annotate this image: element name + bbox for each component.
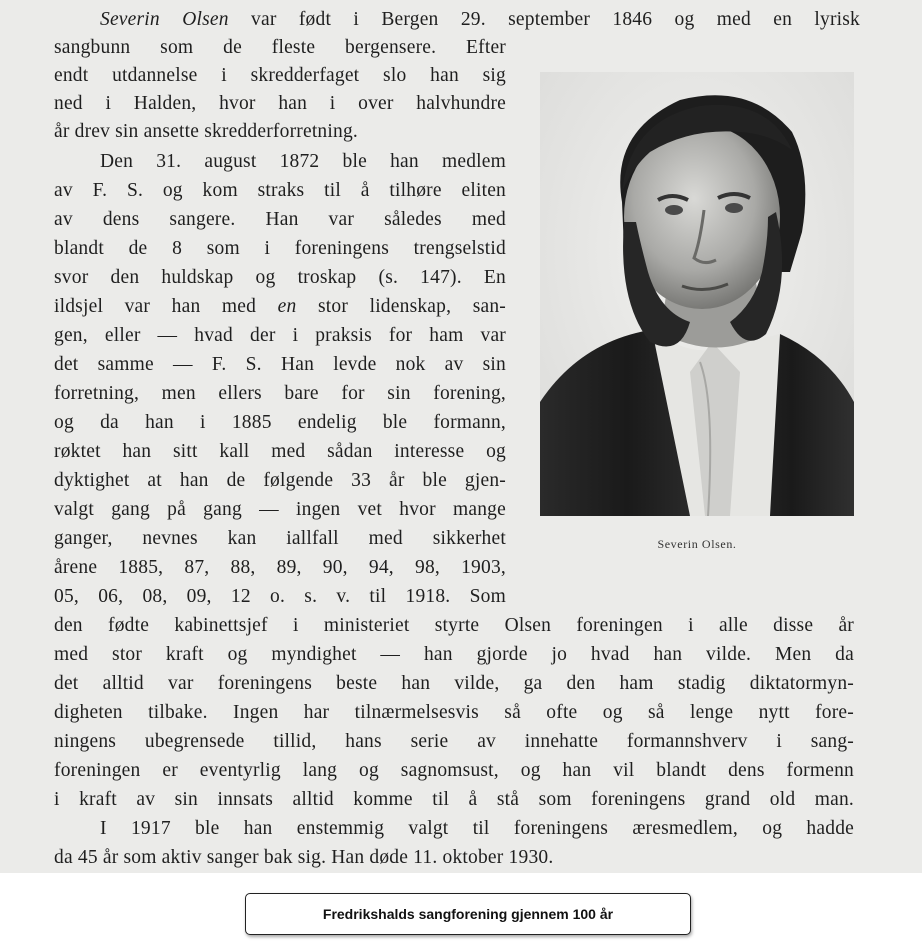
- text-line-p2-6: [54, 293, 506, 321]
- name-italic: Severin Olsen: [100, 9, 229, 30]
- footer-title: Fredrikshalds sangforening gjennem 100 år: [322, 906, 614, 922]
- footer-title-box: [245, 893, 691, 935]
- text-line-p2-10: og da han i 1885 endelig ble formann,: [54, 412, 506, 433]
- text-line-p1-2: sangbunn som de fleste bergensere. Efter: [54, 37, 506, 58]
- text-line-p2-6-a: ildsjel var han med: [54, 296, 278, 317]
- text-line-p2-16: 05, 06, 08, 09, 12 o. s. v. til 1918. Som: [54, 586, 506, 607]
- text-line-p2-18: med stor kraft og myndighet — han gjorde jo hvad han vilde. Men da: [54, 644, 854, 665]
- portrait-photo: [540, 72, 854, 516]
- text-line-p1-4: ned i Halden, hvor han i over halvhundre: [54, 93, 506, 114]
- text-line-p2-8: det samme — F. S. Han levde nok av sin: [54, 354, 506, 375]
- photo-caption: Severin Olsen.: [657, 537, 737, 551]
- text-line-p3-1: I 1917 ble han enstemmig valgt til foreningens æresmedlem, og hadde: [100, 818, 854, 839]
- text-line-p2-19: det alltid var foreningens beste han vilde, ga den ham stadig diktatormyn-: [54, 673, 854, 694]
- text-line-p2-11: røktet han sitt kall med sådan interesse og: [54, 441, 506, 462]
- text-line-p2-3: av dens sangere. Han var således med: [54, 209, 506, 230]
- text-line-p2-23: i kraft av sin innsats alltid komme til å stå som foreningens grand old man.: [54, 789, 854, 810]
- text-line-p2-2: av F. S. og kom straks til å tilhøre eliten: [54, 180, 506, 201]
- text-line-p2-6-b: stor lidenskap, san-: [296, 296, 507, 317]
- text-line-p2-20: digheten tilbake. Ingen har tilnærmelsesvis så ofte og så lenge nytt fore-: [54, 702, 854, 723]
- text-line-p2-15: årene 1885, 87, 88, 89, 90, 94, 98, 1903,: [54, 557, 506, 578]
- text-line-p1-1-rest: var født i Bergen 29. september 1846 og med en lyrisk: [228, 9, 860, 30]
- italic-en: en: [277, 296, 297, 317]
- text-line-p1-1: [100, 6, 860, 34]
- text-line-p3-2: da 45 år som aktiv sanger bak sig. Han døde 11. oktober 1930.: [54, 847, 554, 868]
- text-line-p2-22: foreningen er eventyrlig lang og sagnomsust, og han vil blandt dens formenn: [54, 760, 854, 781]
- portrait-photo-icon: [540, 72, 854, 516]
- text-line-p2-13: valgt gang på gang — ingen vet hvor mange: [54, 499, 506, 520]
- text-line-p2-5: svor den huldskap og troskap (s. 147). En: [54, 267, 506, 288]
- text-line-p1-3: endt utdannelse i skredderfaget slo han sig: [54, 65, 506, 86]
- text-line-p2-9: forretning, men ellers bare for sin forening,: [54, 383, 506, 404]
- text-line-p2-12: dyktighet at han de følgende 33 år ble gjen-: [54, 470, 506, 491]
- text-line-p2-17: den fødte kabinettsjef i ministeriet styrte Olsen foreningen i alle disse år: [54, 615, 854, 636]
- text-line-p2-1: Den 31. august 1872 ble han medlem: [100, 151, 506, 172]
- text-line-p1-5: år drev sin ansette skredderforretning.: [54, 121, 358, 142]
- text-line-p2-21: ningens ubegrensede tillid, hans serie av innehatte formannshverv i sang-: [54, 731, 854, 752]
- text-line-p2-14: ganger, nevnes kan iallfall med sikkerhet: [54, 528, 506, 549]
- text-line-p2-7: gen, eller — hvad der i praksis for ham var: [54, 325, 506, 346]
- text-line-p2-4: blandt de 8 som i foreningens trengselstid: [54, 238, 506, 259]
